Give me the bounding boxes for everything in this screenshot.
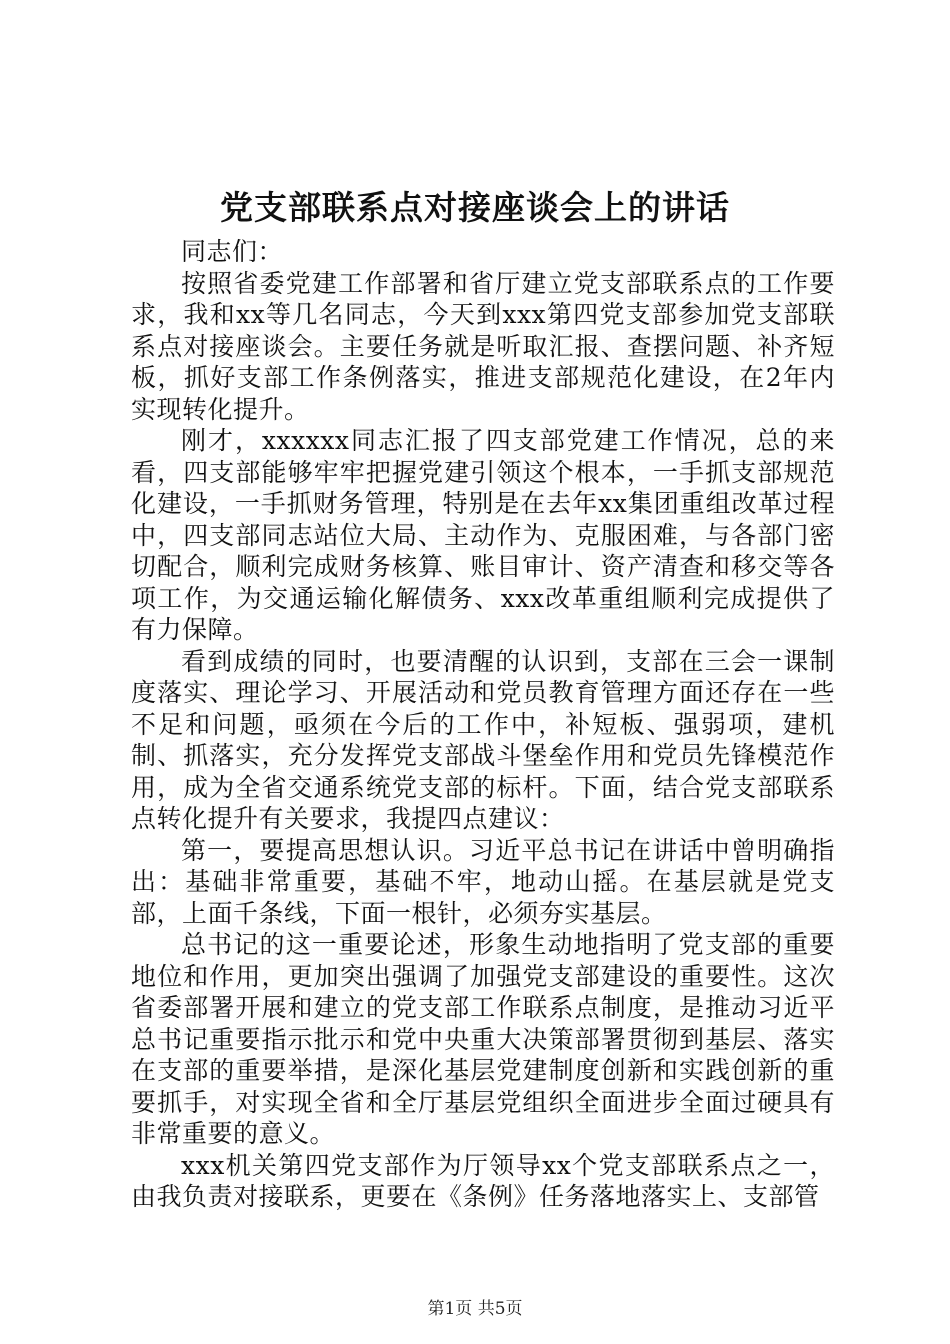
paragraph-salutation: 同志们： <box>181 237 284 266</box>
paragraph: xxx机关第四党支部作为厅领导xx个党支部联系点之一，由我负责对接联系，更要在《条例》任务落地落实上、支部管 <box>131 1150 835 1211</box>
document-body <box>131 236 835 1213</box>
paragraph: 刚才，xxxxxx同志汇报了四支部党建工作情况，总的来看，四支部能够牢牢把握党建引领这个根本，一手抓支部规范化建设，一手抓财务管理，特别是在去年xx集团重组改革过程中，四支部同志站位大局、主动作为、克服困难，与各部门密切配合，顺利完成财务核算、账目审计、资产清查和移交等各项工作，为交通运输化解债务、xxx改革重组顺利完成提供了有力保障。 <box>131 426 835 644</box>
paragraph: 按照省委党建工作部署和省厅建立党支部联系点的工作要求，我和xx等几名同志，今天到xxx第四党支部参加党支部联系点对接座谈会。主要任务就是听取汇报、查摆问题、补齐短板，抓好支部工作条例落实，推进支部规范化建设，在2年内实现转化提升。 <box>131 268 835 424</box>
paragraph: 第一，要提高思想认识。习近平总书记在讲话中曾明确指出：基础非常重要，基础不牢，地动山摇。在基层就是党支部，上面千条线，下面一根针，必须夯实基层。 <box>131 835 835 928</box>
paragraph: 看到成绩的同时，也要清醒的认识到，支部在三会一课制度落实、理论学习、开展活动和党员教育管理方面还存在一些不足和问题，亟须在今后的工作中，补短板、强弱项，建机制、抓落实，充分发挥党支部战斗堡垒作用和党员先锋模范作用，成为全省交通系统党支部的标杆。下面，结合党支部联系点转化提升有关要求，我提四点建议： <box>131 646 835 833</box>
paragraph: 总书记的这一重要论述，形象生动地指明了党支部的重要地位和作用，更加突出强调了加强党支部建设的重要性。这次省委部署开展和建立的党支部工作联系点制度，是推动习近平总书记重要指示批示和党中央重大决策部署贯彻到基层、落实在支部的重要举措，是深化基层党建制度创新和实践创新的重要抓手，对实现全省和全厅基层党组织全面进步全面过硬具有非常重要的意义。 <box>131 930 835 1148</box>
document-title: 党支部联系点对接座谈会上的讲话 <box>220 188 730 227</box>
page-number-footer: 第1页 共5页 <box>427 1299 523 1319</box>
